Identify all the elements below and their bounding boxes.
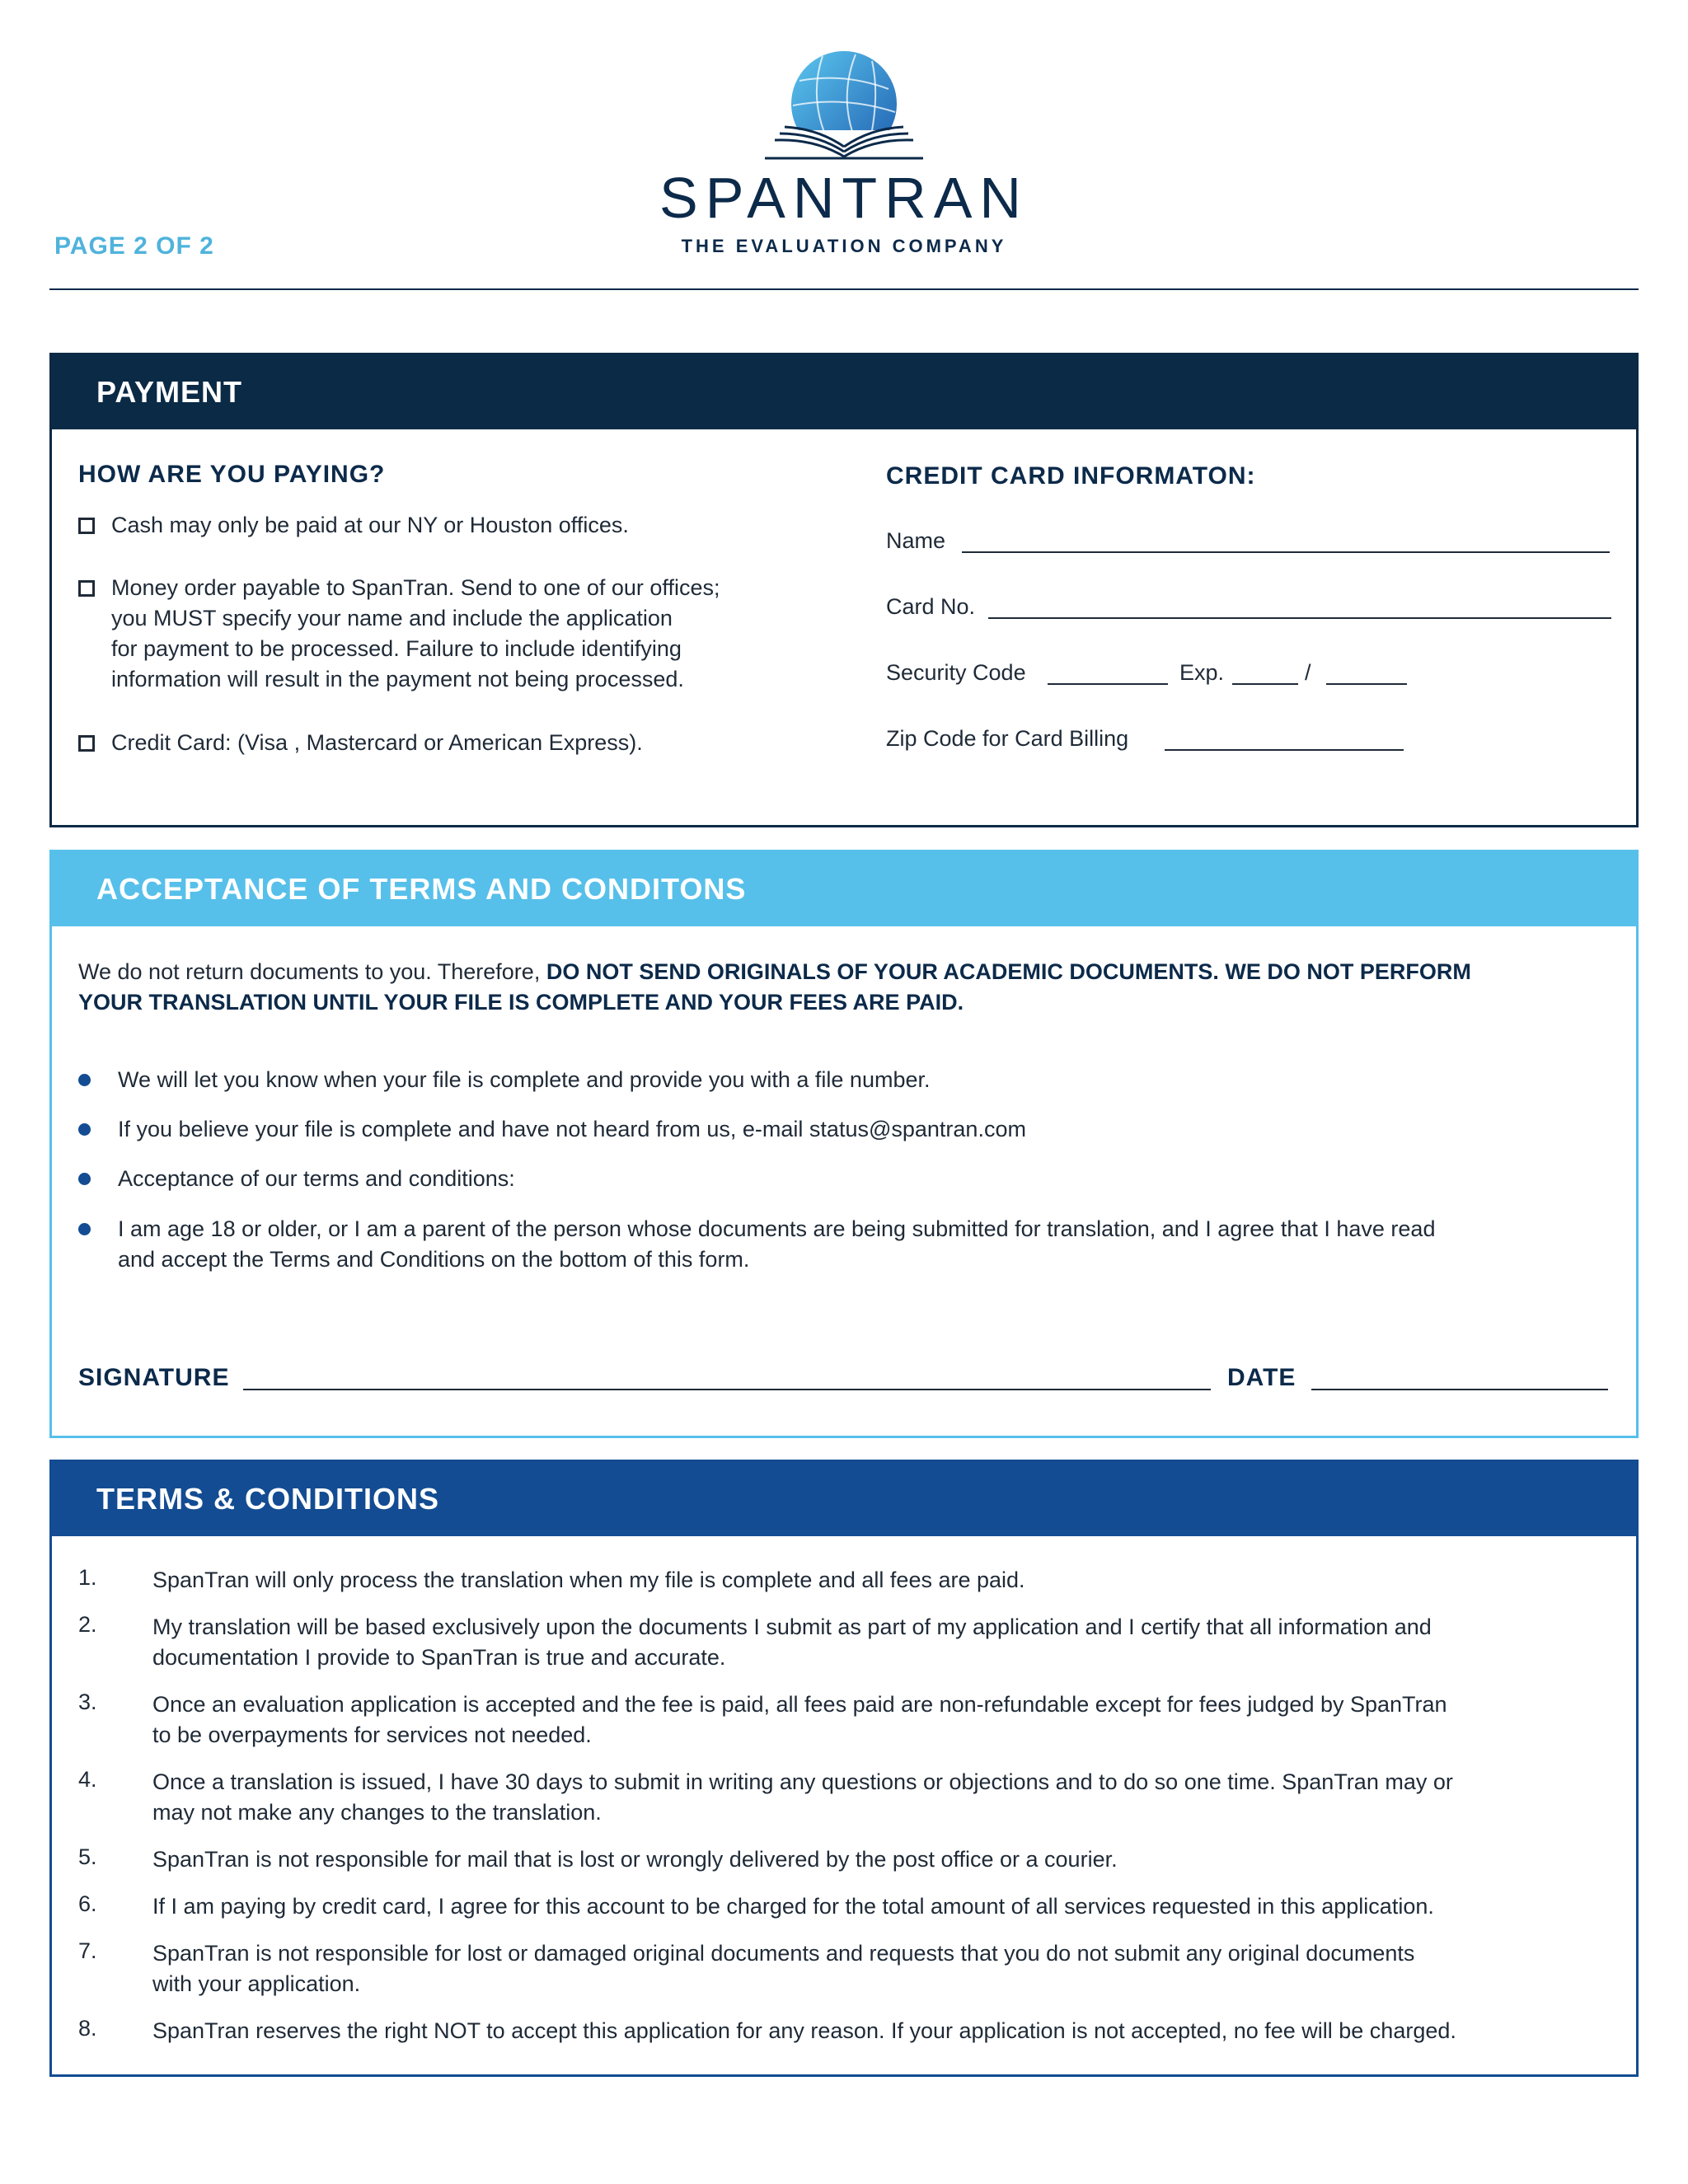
terms-item-text: My translation will be based exclusively upon the documents I submit as part of my application and I certify that all information and <box>152 1615 1432 1639</box>
payment-section <box>49 353 1639 827</box>
acceptance-section <box>49 850 1639 1438</box>
signature-field[interactable] <box>243 1389 1211 1390</box>
cc-zip-field[interactable] <box>1165 749 1404 751</box>
terms-item-text: SpanTran reserves the right NOT to accept this application for any reason. If your application is not accepted, no fee will be charged. <box>152 2018 1456 2043</box>
cc-card-no-field[interactable] <box>988 617 1611 619</box>
credit-card-heading: CREDIT CARD INFORMATON: <box>886 462 1256 490</box>
bullet-icon <box>78 1074 91 1086</box>
payment-option-label: Credit Card: (Visa , Mastercard or American Express). <box>111 730 643 755</box>
acceptance-bullet: I am age 18 or older, or I am a parent of the person whose documents are being submitted for translation, and I agree that I have read <box>118 1216 1436 1241</box>
acceptance-intro-bold: DO NOT SEND ORIGINALS OF YOUR ACADEMIC DOCUMENTS. WE DO NOT PERFORM <box>546 959 1471 984</box>
cc-card-no-label: Card No. <box>886 594 976 619</box>
bullet-icon <box>78 1173 91 1185</box>
acceptance-intro-plain: We do not return documents to you. Therefore, <box>78 959 541 984</box>
acceptance-bullet: Acceptance of our terms and conditions: <box>118 1166 515 1191</box>
acceptance-bullet: and accept the Terms and Conditions on the bottom of this form. <box>118 1247 750 1272</box>
terms-item-text: SpanTran will only process the translation when my file is complete and all fees are paid. <box>152 1568 1025 1592</box>
terms-item-number: 7. <box>78 1938 97 1963</box>
terms-item-text: SpanTran is not responsible for lost or damaged original documents and requests that you do not submit any original documents <box>152 1941 1415 1966</box>
cc-exp-label: Exp. <box>1179 660 1225 685</box>
how-paying-heading: HOW ARE YOU PAYING? <box>78 461 386 488</box>
globe-book-logo <box>757 48 931 163</box>
terms-item-number: 2. <box>78 1612 97 1637</box>
terms-section <box>49 1460 1639 2077</box>
date-label: DATE <box>1227 1364 1296 1391</box>
acceptance-bullet: We will let you know when your file is complete and provide you with a file number. <box>118 1067 931 1092</box>
terms-section-header: TERMS & CONDITIONS <box>52 1462 1636 1536</box>
header-divider <box>49 288 1639 290</box>
terms-item-number: 3. <box>78 1690 97 1714</box>
cc-name-field[interactable] <box>962 551 1610 553</box>
cc-name-label: Name <box>886 528 946 553</box>
payment-option-label: information will result in the payment not being processed. <box>111 667 684 691</box>
terms-item-text: with your application. <box>152 1971 361 1996</box>
terms-item-number: 4. <box>78 1767 97 1792</box>
cc-exp-separator: / <box>1305 660 1311 685</box>
acceptance-intro-line-2: YOUR TRANSLATION UNTIL YOUR FILE IS COMPLETE AND YOUR FEES ARE PAID. <box>78 990 964 1015</box>
cc-security-code-label: Security Code <box>886 660 1026 685</box>
signature-label: SIGNATURE <box>78 1364 230 1391</box>
page-indicator: PAGE 2 OF 2 <box>54 232 214 260</box>
terms-item-number: 8. <box>78 2016 97 2041</box>
terms-item-text: Once a translation is issued, I have 30 days to submit in writing any questions or objections and to do so one time. SpanTran may or <box>152 1769 1453 1794</box>
bullet-icon <box>78 1223 91 1235</box>
terms-item-number: 6. <box>78 1891 97 1916</box>
payment-option-label: Money order payable to SpanTran. Send to one of our offices; <box>111 575 720 600</box>
terms-item-number: 5. <box>78 1844 97 1869</box>
terms-item-text: to be overpayments for services not needed. <box>152 1722 592 1747</box>
cc-security-code-field[interactable] <box>1048 683 1168 685</box>
payment-option-label: you MUST specify your name and include the application <box>111 606 673 630</box>
checkbox-icon[interactable] <box>78 580 95 597</box>
payment-option-label: for payment to be processed. Failure to include identifying <box>111 636 682 661</box>
payment-option-label: Cash may only be paid at our NY or Houston offices. <box>111 513 629 537</box>
bullet-icon <box>78 1123 91 1136</box>
acceptance-section-header: ACCEPTANCE OF TERMS AND CONDITONS <box>52 852 1636 926</box>
terms-item-text: SpanTran is not responsible for mail that is lost or wrongly delivered by the post office or a courier. <box>152 1847 1118 1872</box>
acceptance-intro-line-1 <box>78 957 1471 987</box>
terms-item-text: If I am paying by credit card, I agree for this account to be charged for the total amount of all services requested in this application. <box>152 1894 1434 1919</box>
acceptance-bullet: If you believe your file is complete and have not heard from us, e-mail status@spantran.com <box>118 1117 1026 1141</box>
cc-exp-year-field[interactable] <box>1326 683 1407 685</box>
brand-name: SPANTRAN <box>659 166 1029 230</box>
cc-zip-label: Zip Code for Card Billing <box>886 726 1129 751</box>
terms-item-text: may not make any changes to the translation. <box>152 1800 602 1825</box>
brand-tagline: THE EVALUATION COMPANY <box>681 236 1007 256</box>
terms-item-number: 1. <box>78 1565 97 1590</box>
checkbox-icon[interactable] <box>78 518 95 534</box>
terms-item-text: Once an evaluation application is accepted and the fee is paid, all fees paid are non-refundable except for fees judged by SpanTran <box>152 1692 1447 1717</box>
date-field[interactable] <box>1311 1389 1608 1390</box>
checkbox-icon[interactable] <box>78 735 95 752</box>
payment-section-header: PAYMENT <box>52 355 1636 429</box>
terms-item-text: documentation I provide to SpanTran is true and accurate. <box>152 1645 726 1670</box>
cc-exp-month-field[interactable] <box>1232 683 1298 685</box>
